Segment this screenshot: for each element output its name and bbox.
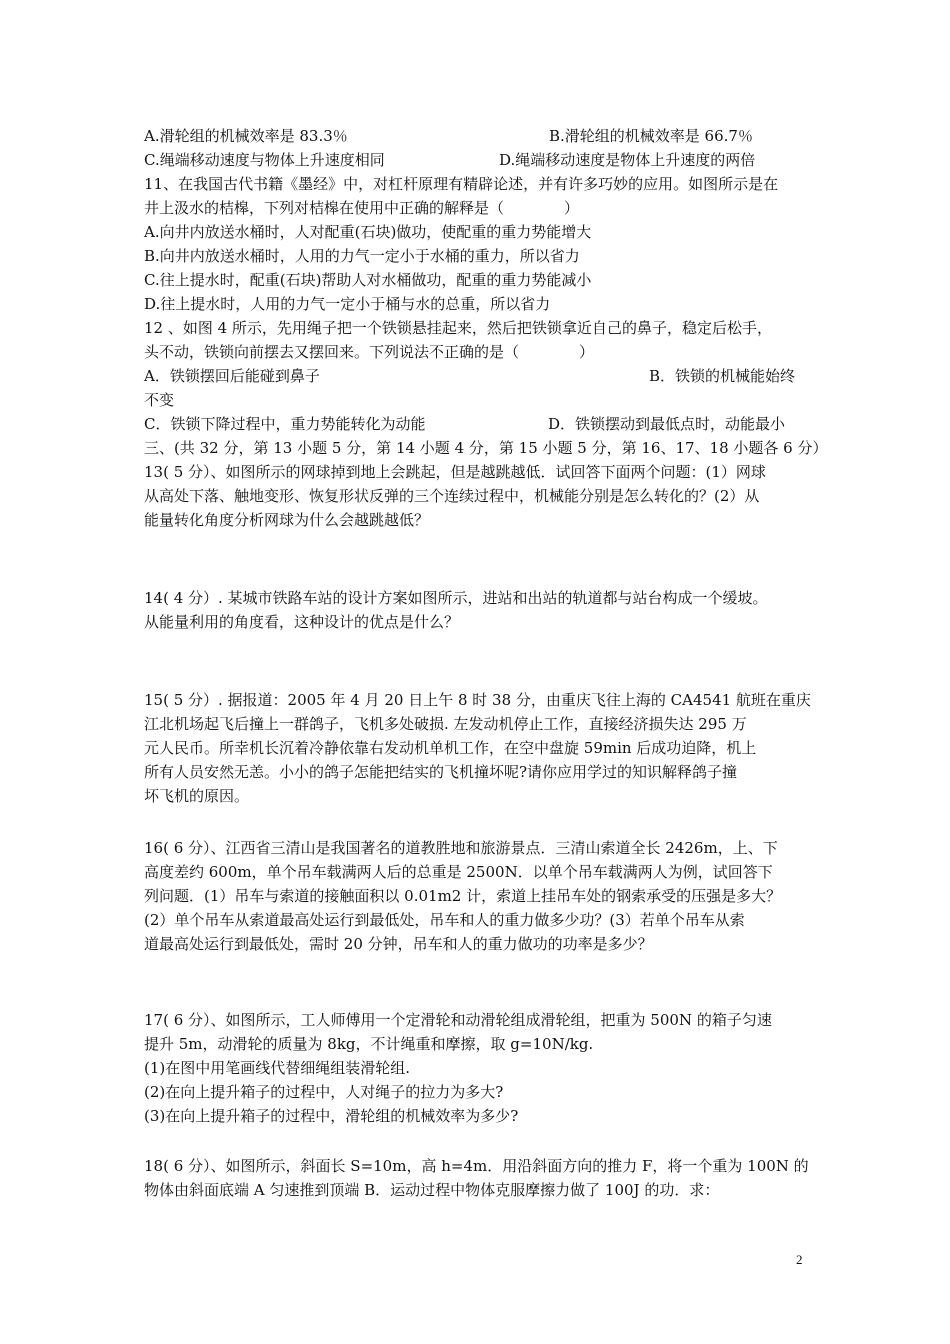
- answer-space-q14: [144, 634, 816, 688]
- q12-option-a: A．铁锁摆回后能碰到鼻子: [144, 367, 320, 385]
- q14-line-1: 14( 4 分）. 某城市铁路车站的设计方案如图所示，进站和出站的轨道都与站台构成一个缓坡。: [144, 589, 768, 607]
- q11-option-b: B.向井内放送水桶时，人用的力气一定小于水桶的重力，所以省力: [144, 247, 580, 265]
- q12-option-c: C．铁锁下降过程中，重力势能转化为动能: [144, 415, 426, 433]
- q16-line-4: (2）单个吊车从索道最高处运行到最低处，吊车和人的重力做多少功？(3）若单个吊车从索: [144, 911, 745, 929]
- q17-line-2: 提升 5m，动滑轮的质量为 8kg，不计绳重和摩擦，取 g=10N/kg.: [144, 1035, 594, 1053]
- q12-option-b-continued: 不变: [144, 391, 175, 409]
- q11-stem-line-1: 11、在我国古代书籍《墨经》中，对杠杆原理有精辟论述，并有许多巧妙的应用。如图所示是在: [144, 175, 779, 193]
- q10-option-c: C.绳端移动速度与物体上升速度相同: [144, 151, 385, 169]
- q12-option-d: D．铁锁摆动到最低点时，动能最小: [548, 415, 786, 433]
- q15-line-4: 所有人员安然无恙。小小的鸽子怎能把结实的飞机撞坏呢?请你应用学过的知识解释鸽子撞: [144, 763, 738, 781]
- q12-option-b: B．铁锁的机械能始终: [649, 367, 796, 385]
- q10-option-a: A.滑轮组的机械效率是 83.3％: [144, 127, 348, 145]
- q18-line-2: 物体由斜面底端 A 匀速推到顶端 B．运动过程中物体克服摩擦力做了 100J 的功．求：: [144, 1181, 720, 1199]
- page-content: [144, 124, 828, 1202]
- q15-line-3: 元人民币。所幸机长沉着冷静依靠右发动机单机工作，在空中盘旋 59min 后成功迫降，机上: [144, 739, 757, 757]
- q18-line-1: 18( 6 分）、如图所示，斜面长 S=10m，高 h=4m．用沿斜面方向的推力 F，将一个重为 100N 的: [144, 1157, 809, 1175]
- q10-options-row-2: [144, 148, 816, 172]
- q17-line-4: (2)在向上提升箱子的过程中，人对绳子的拉力为多大?: [144, 1083, 504, 1101]
- q13-line-3: 能量转化角度分析网球为什么会越跳越低？: [144, 511, 430, 529]
- q15-line-1: 15( 5 分）. 据报道：2005 年 4 月 20 日上午 8 时 38 分，由重庆飞往上海的 CA4541 航班在重庆: [144, 691, 811, 709]
- q17-line-1: 17( 6 分）、如图所示，工人师傅用一个定滑轮和动滑轮组成滑轮组，把重为 500N 的箱子匀速: [144, 1011, 772, 1029]
- q10-options-row-1: [144, 124, 816, 148]
- q16-line-1: 16( 6 分）、江西省三清山是我国著名的道教胜地和旅游景点．三清山索道全长 2426m，上、下: [144, 839, 778, 857]
- q11-stem-line-2: 井上汲水的桔槔，下列对桔槔在使用中正确的解释是（ ）: [144, 199, 580, 217]
- answer-space-q13: [144, 532, 816, 586]
- q11-option-c: C.往上提水时，配重(石块)帮助人对水桶做功，配重的重力势能减小: [144, 271, 592, 289]
- q14-line-2: 从能量利用的角度看，这种设计的优点是什么？: [144, 613, 460, 631]
- q15-line-5: 坏飞机的原因。: [144, 787, 250, 805]
- q16-line-3: 列问题．(1）吊车与索道的接触面积以 0.01m2 计，索道上挂吊车处的钢索承受的压强是多大？: [144, 887, 782, 905]
- q13-line-1: 13( 5 分）、如图所示的网球掉到地上会跳起，但是越跳越低．试回答下面两个问题：(1）网球: [144, 463, 766, 481]
- answer-space-q17: [144, 1128, 816, 1154]
- q12-options-row-1: [144, 364, 816, 388]
- q11-option-a: A.向井内放送水桶时，人对配重(石块)做功，使配重的重力势能增大: [144, 223, 592, 241]
- section-3-heading: 三、(共 32 分，第 13 小题 5 分，第 14 小题 4 分，第 15 小题 5 分，第 16、17、18 小题各 6 分）: [144, 439, 828, 457]
- q16-line-5: 道最高处运行到最低处，需时 20 分钟，吊车和人的重力做功的功率是多少？: [144, 935, 653, 953]
- q10-option-d: D.绳端移动速度是物体上升速度的两倍: [499, 151, 756, 169]
- q12-options-row-2: [144, 412, 816, 436]
- answer-space-q16: [144, 956, 816, 1008]
- q11-option-d: D.往上提水时，人用的力气一定小于桶与水的总重，所以省力: [144, 295, 551, 313]
- q13-line-2: 从高处下落、触地变形、恢复形状反弹的三个连续过程中，机械能分别是怎么转化的？(2）从: [144, 487, 760, 505]
- q17-line-5: (3)在向上提升箱子的过程中，滑轮组的机械效率为多少?: [144, 1107, 519, 1125]
- answer-space-q15: [144, 808, 816, 836]
- q16-line-2: 高度差约 600m，单个吊车载满两人后的总重是 2500N．以单个吊车载满两人为例，试回答下: [144, 863, 773, 881]
- page-number: 2: [796, 1252, 803, 1267]
- q12-stem-line-1: 12 、如图 4 所示，先用绳子把一个铁锁悬挂起来，然后把铁锁拿近自己的鼻子，稳定后松手，: [144, 319, 772, 337]
- q10-option-b: B.滑轮组的机械效率是 66.7％: [549, 127, 753, 145]
- q15-line-2: 江北机场起飞后撞上一群鸽子，飞机多处破损. 左发动机停止工作，直接经济损失达 295 万: [144, 715, 747, 733]
- q12-stem-line-2: 头不动，铁锁向前摆去又摆回来。下列说法不正确的是（ ）: [144, 343, 595, 361]
- q17-line-3: (1)在图中用笔画线代替细绳组装滑轮组.: [144, 1059, 411, 1077]
